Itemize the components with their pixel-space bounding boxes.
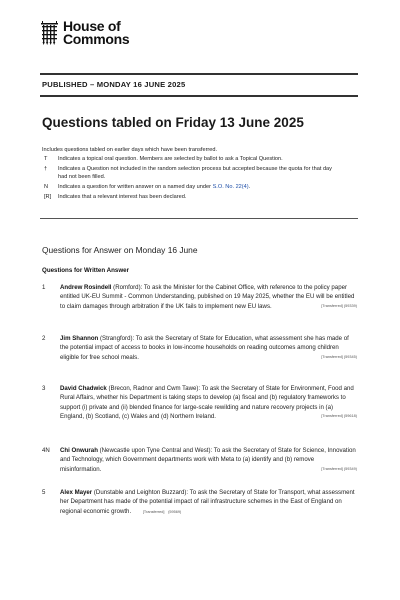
constituency: (Brecon, Radnor and Cwm Tawe): bbox=[108, 385, 201, 392]
legend-item bbox=[42, 156, 342, 163]
standing-order-link[interactable]: S.O. No. 22(4) bbox=[212, 183, 249, 190]
member-name: Chi Onwurah bbox=[60, 447, 98, 454]
legend-item bbox=[42, 184, 342, 191]
symbol-legend bbox=[42, 156, 342, 205]
legend-text: Indicates that a relevant interest has been declared. bbox=[58, 194, 187, 201]
legend-intro: Includes questions tabled on earlier days which have been transferred. bbox=[42, 147, 218, 153]
legend-text: Indicates a topical oral question. Members are selected by ballot to ask a Topical Question. bbox=[58, 156, 283, 162]
member-name: Alex Mayer bbox=[60, 489, 93, 496]
logo-line-2: Commons bbox=[63, 31, 130, 47]
section-subheading: Questions for Written Answer bbox=[42, 267, 129, 274]
question-text: To ask the Secretary of State for Environment, Food and Rural Affairs, whether his Department is taking steps to develop (a) fiscal and (b) regulatory frameworks to support (i) private and (ii) blended finance for large-scale rewilding and nature recovery projects in (a) England, (b) Scotland, (c) Wales and (d) Northern Ireland. bbox=[60, 385, 354, 420]
question-meta bbox=[321, 412, 357, 421]
question-body bbox=[60, 384, 357, 421]
question-body bbox=[60, 488, 357, 517]
legend-text: Indicates a Question not included in the random selection process but accepted because the quota for that day had not been filled. bbox=[58, 166, 332, 180]
question-number: 3 bbox=[42, 385, 46, 392]
legend-text-suffix: . bbox=[248, 183, 251, 190]
transfer-status: [Transferred] bbox=[321, 466, 343, 471]
question-body bbox=[60, 446, 357, 474]
transfer-status: [Transferred] bbox=[321, 303, 343, 308]
question-item bbox=[42, 488, 357, 517]
legend-symbol: T bbox=[44, 156, 48, 162]
question-number: 4N bbox=[42, 447, 50, 454]
question-id: (59618) bbox=[343, 413, 357, 418]
question-meta bbox=[321, 353, 357, 362]
legend-text-container bbox=[58, 184, 342, 191]
question-item bbox=[42, 446, 357, 474]
question-number: 2 bbox=[42, 335, 46, 342]
legend-item bbox=[42, 194, 342, 201]
section-heading: Questions for Answer on Monday 16 June bbox=[42, 245, 198, 255]
legend-item bbox=[42, 166, 342, 180]
legend-symbol: † bbox=[44, 166, 48, 173]
member-name: Jim Shannon bbox=[60, 335, 99, 342]
question-meta bbox=[321, 465, 357, 474]
page-title: Questions tabled on Friday 13 June 2025 bbox=[42, 115, 304, 130]
logo-wordmark bbox=[63, 20, 129, 46]
logo-line-1: House of bbox=[63, 18, 121, 34]
transfer-status: [Transferred] bbox=[142, 509, 165, 514]
constituency: (Romford): bbox=[113, 284, 143, 291]
question-id: (59345) bbox=[343, 354, 357, 359]
question-text: To ask the Secretary of State for Education, what assessment she has made of the potential impact of access to books in low-income households on reading outcomes among children eligible for free school meals. bbox=[60, 335, 349, 361]
question-item bbox=[42, 283, 357, 311]
constituency: (Strangford): bbox=[99, 335, 135, 342]
transfer-status: [Transferred] bbox=[321, 354, 343, 359]
member-name: David Chadwick bbox=[60, 385, 107, 392]
question-text: To ask the Minister for the Cabinet Office, with reference to the policy paper entitled UK-EU Summit - Common Understanding, published on 19 May 2025, whether the EU will be entitled to claim damages through arbitration if the UK fails to implement new EU laws. bbox=[60, 284, 355, 310]
legend-text: Indicates a question for written answer on a named day under bbox=[58, 183, 211, 190]
question-id: (59339) bbox=[343, 303, 357, 308]
legend-symbol: N bbox=[44, 183, 49, 190]
question-body bbox=[60, 283, 357, 311]
constituency: (Dunstable and Leighton Buzzard): bbox=[93, 489, 189, 496]
published-date: PUBLISHED – MONDAY 16 JUNE 2025 bbox=[42, 80, 186, 89]
legend-symbol: [R] bbox=[44, 194, 52, 201]
house-of-commons-logo bbox=[40, 20, 129, 46]
question-number: 5 bbox=[42, 489, 46, 496]
portcullis-icon bbox=[40, 20, 59, 46]
question-item bbox=[42, 384, 357, 421]
member-name: Andrew Rosindell bbox=[60, 284, 112, 291]
constituency: (Newcastle upon Tyne Central and West): bbox=[99, 447, 213, 454]
question-text: To ask the Secretary of State for Science, Innovation and Technology, which Government departments work with Meta to (a) identify and (b) remove misinformation. bbox=[60, 447, 356, 473]
section-divider bbox=[40, 218, 358, 219]
question-body bbox=[60, 334, 357, 362]
header-rule-bottom bbox=[40, 95, 358, 97]
question-number: 1 bbox=[42, 284, 46, 291]
question-meta bbox=[321, 302, 357, 311]
question-id: (59349) bbox=[343, 466, 357, 471]
transfer-status: [Transferred] bbox=[321, 413, 343, 418]
question-id: (59569) bbox=[168, 509, 182, 514]
question-text: To ask the Secretary of State for Transport, what assessment her Department has made of the potential impact of rail infrastructure schemes in the East of England on regional economic growth. bbox=[60, 489, 355, 515]
question-item bbox=[42, 334, 357, 362]
header-rule-top bbox=[40, 73, 358, 75]
